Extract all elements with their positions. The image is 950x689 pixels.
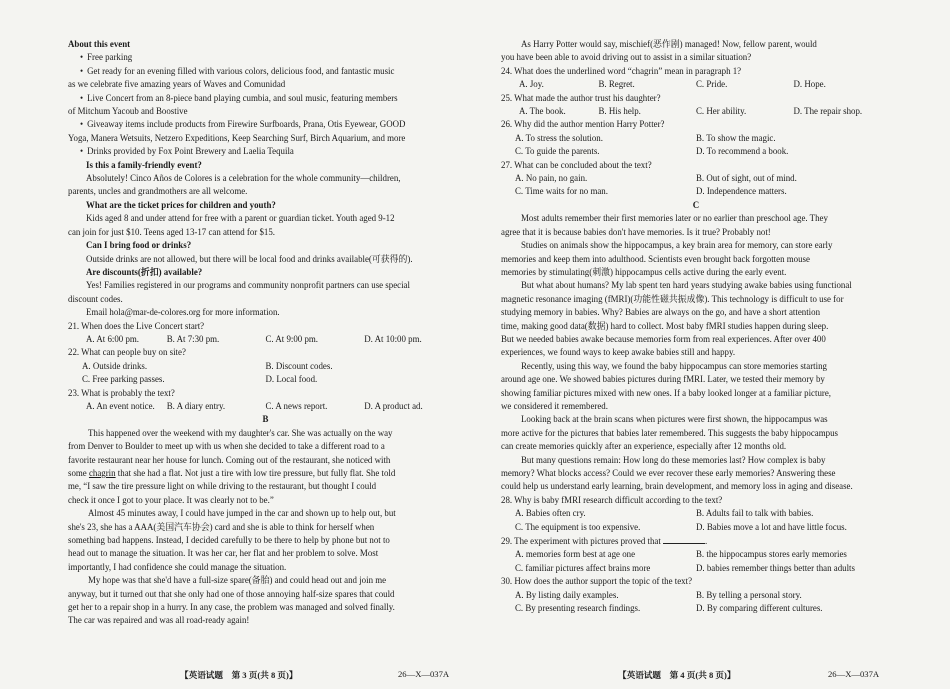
passage-line: The car was repaired and was all road-ready again!	[68, 615, 250, 626]
options-row	[68, 400, 463, 413]
passage-line: check it once I got to your place. It was clearly not to be.”	[68, 494, 274, 505]
option: A. Joy.	[519, 79, 544, 90]
ticket-heading: What are the ticket prices for children and youth?	[86, 199, 276, 210]
option: A. The book.	[519, 106, 566, 117]
discount-heading: Are discounts(折扣) available?	[86, 266, 203, 277]
passage-line: memories and keep them into adulthood. Scientists even brought back forgotten mouse	[501, 253, 810, 264]
passage-line: Recently, using this way, we found the baby hippocampus can store memories starting	[521, 360, 827, 371]
bullet-continuation: as we celebrate five amazing years of Waves and Comunidad	[68, 79, 286, 90]
question-stem: 29. The experiment with pictures proved that .	[501, 536, 708, 547]
option: B. To show the magic.	[696, 132, 776, 143]
option: D. Babies move a lot and have little focus.	[696, 521, 847, 532]
discount-text: Yes! Families registered in our programs and community nonprofit partners can use special	[86, 280, 410, 291]
option: A. No pain, no gain.	[515, 173, 588, 184]
options-row	[501, 562, 891, 575]
bullet-item: • Live Concert from an 8-piece band playing cumbia, and soul music, featuring members	[68, 92, 463, 105]
options-row	[501, 172, 891, 185]
page-3	[68, 38, 463, 628]
passage-line: This happened over the weekend with my daughter's car. She was actually on the way	[88, 427, 393, 438]
options-row	[501, 132, 891, 145]
passage-line: favorite restaurant near her house for lunch. Coming out of the restaurant, she noticed with	[68, 454, 391, 465]
passage-line: you have been able to avoid driving out to assist in a similar situation?	[501, 52, 752, 63]
question-stem-text: 29. The experiment with pictures proved that	[501, 536, 661, 547]
passage-line: more active for the pictures that babies later remembered. This suggests the baby hippocampus	[501, 427, 838, 438]
option: B. His help.	[598, 106, 641, 117]
discount-text: discount codes.	[68, 293, 123, 304]
options-row	[501, 548, 891, 561]
passage-line: But what about humans? My lab spent ten hard years studying awake babies using functional	[521, 280, 852, 291]
option: A. memories form best at age one	[515, 549, 636, 560]
passage-line: get her to a repair shop in a hurry. In any case, the problem was managed and solved finally.	[68, 602, 395, 613]
passage-line: time, making good data(数据) hard to collect. Most baby fMRI studies happen during sleep.	[501, 320, 829, 331]
passage-line: could help us understand early learning, brain development, and memory loss in aging and disease.	[501, 481, 853, 492]
option: B. Adults fail to talk with babies.	[696, 508, 814, 519]
options-row	[501, 602, 891, 615]
options-row	[68, 333, 463, 346]
footer-code-left: 26—X—037A	[398, 669, 450, 679]
bullet-item: • Drinks provided by Fox Point Brewery and Laelia Tequila	[68, 145, 463, 158]
footer-page-4: 【英语试题 第 4 页(共 8 页)】	[618, 670, 736, 680]
passage-line: Studies on animals show the hippocampus, a key brain area for memory, can store early	[521, 240, 833, 251]
passage-line: Almost 45 minutes away, I could have jumped in the car and shown up to help out, but	[88, 508, 396, 519]
about-heading: About this event	[68, 39, 131, 49]
option: D. A product ad.	[364, 400, 423, 411]
passage-line: head out to manage the situation. It was her car, her flat and her problem to solve. Most	[68, 548, 379, 559]
options-row	[501, 145, 891, 158]
question-stem: 23. What is probably the text?	[68, 387, 175, 398]
passage-line: memories by stimulating(刺激) hippocampus cells active during the early event.	[501, 266, 787, 277]
ticket-text: can join for just $10. Teens aged 13-17 can attend for $15.	[68, 226, 275, 237]
passage-line: Looking back at the brain scans when pictures were first shown, the hippocampus was	[521, 414, 828, 425]
option: B. Out of sight, out of mind.	[696, 173, 797, 184]
options-row	[501, 521, 891, 534]
options-row	[501, 105, 891, 118]
family-heading: Is this a family-friendly event?	[86, 159, 202, 170]
ticket-text: Kids aged 8 and under attend for free with a parent or guardian ticket. Youth aged 9-12	[86, 213, 395, 224]
option: C. At 9:00 pm.	[265, 333, 319, 344]
option: C. Her ability.	[696, 106, 747, 117]
passage-line: My hope was that she'd have a full-size spare(备胎) and could head out and join me	[88, 575, 387, 586]
email-text: Email hola@mar-de-colores.org for more information.	[86, 307, 280, 318]
options-row	[68, 360, 463, 373]
passage-line: Most adults remember their first memories later or no earlier than preschool age. They	[521, 213, 828, 224]
question-stem: 30. How does the author support the topic of the text?	[501, 576, 693, 587]
section-heading-c: C	[692, 199, 700, 210]
option: C. Time waits for no man.	[515, 186, 608, 197]
answer-blank	[663, 534, 705, 544]
question-stem: 24. What does the underlined word “chagrin” mean in paragraph 1?	[501, 65, 742, 76]
food-text: Outside drinks are not allowed, but there will be local food and drinks available(可获得的).	[86, 253, 413, 264]
option: A. By listing daily examples.	[515, 589, 619, 600]
option: C. Free parking passes.	[82, 374, 165, 385]
option: D. babies remember things better than adults	[696, 562, 855, 573]
option: C. To guide the parents.	[515, 146, 600, 157]
passage-line: But many questions remain: How long do these memories last? How complex is baby	[521, 454, 826, 465]
passage-line: can create memories quickly after an experience, especially after 12 months old.	[501, 441, 787, 452]
option: D. Hope.	[793, 79, 826, 90]
option: A. At 6:00 pm.	[86, 333, 140, 344]
footer-code-right: 26—X—037A	[828, 669, 880, 679]
passage-line: something bad happens. Instead, I decided carefully to be there to help by phone but not to	[68, 535, 390, 546]
option: C. A news report.	[265, 400, 328, 411]
section-heading-b: B	[262, 414, 269, 425]
bullet-item: • Get ready for an evening filled with various colors, delicious food, and fantastic music	[68, 65, 463, 78]
passage-line: experiences, we found ways to keep awake babies still and happy.	[501, 347, 736, 358]
options-row	[501, 589, 891, 602]
passage-line: anyway, but it turned out that she only had one of those annoying half-size spares that could	[68, 588, 395, 599]
option: C. The equipment is too expensive.	[515, 521, 641, 532]
options-row	[501, 507, 891, 520]
passage-line: studying memory in babies. Why? Babies are always on the go, and have a short attention	[501, 307, 821, 318]
option: B. Regret.	[598, 79, 635, 90]
question-stem: 26. Why did the author mention Harry Potter?	[501, 119, 665, 130]
passage-line: magnetic resonance imaging (fMRI)(功能性磁共振成像). This technology is difficult to use for	[501, 293, 844, 304]
option: D. By comparing different cultures.	[696, 603, 823, 614]
option: A. Outside drinks.	[82, 360, 148, 371]
option: B. the hippocampus stores early memories	[696, 549, 847, 560]
passage-line: agree that it is because babies don't have memories. Is it true? Probably not!	[501, 226, 771, 237]
passage-line: she's 23, she has a AAA(美国汽车协会) card and she is able to think for herself when	[68, 521, 375, 532]
option: A. An event notice.	[86, 400, 155, 411]
page-4	[501, 38, 891, 615]
underlined-word-chagrin: chagrin	[88, 468, 116, 478]
family-text: parents, uncles and grandmothers are all welcome.	[68, 186, 248, 197]
passage-line	[68, 467, 463, 480]
family-text: Absolutely! Cinco Años de Colores is a celebration for the whole community—children,	[86, 173, 401, 184]
option: B. Discount codes.	[265, 360, 333, 371]
options-row	[68, 373, 463, 386]
passage-prefix: some	[68, 468, 87, 478]
option: C. familiar pictures affect brains more	[515, 562, 651, 573]
option: D. Independence matters.	[696, 186, 787, 197]
bullet-continuation: Yoga, Manera Wetsuits, Netzero Expeditions, Keep Searching Surf, Birch Aquarium, and more	[68, 132, 406, 143]
options-row	[501, 185, 891, 198]
option: D. At 10:00 pm.	[364, 333, 422, 344]
footer-page-3: 【英语试题 第 3 页(共 8 页)】	[180, 670, 298, 680]
options-row	[501, 78, 891, 91]
passage-suffix: that she had a flat. Not just a tire with low tire pressure, but fully flat. She told	[117, 468, 396, 478]
passage-line: showing familiar pictures mixed with new ones. If a baby looked longer at a familiar picture,	[501, 387, 832, 398]
option: B. At 7:30 pm.	[166, 333, 220, 344]
bullet-item: • Free parking	[68, 51, 463, 64]
bullet-item: • Giveaway items include products from Firewire Surfboards, Prana, Otis Eyewear, GOOD	[68, 118, 463, 131]
option: A. Babies often cry.	[515, 508, 586, 519]
passage-line: As Harry Potter would say, mischief(恶作剧) managed! Now, fellow parent, would	[521, 39, 817, 49]
option: B. By telling a personal story.	[696, 589, 802, 600]
question-stem: 22. What can people buy on site?	[68, 347, 186, 358]
passage-line: importantly, I had confidence she could manage the situation.	[68, 561, 287, 572]
question-stem: 28. Why is baby fMRI research difficult according to the text?	[501, 494, 723, 505]
passage-line: around age one. We showed babies pictures during fMRI. Later, we tested their memory by	[501, 374, 825, 385]
passage-line: memory? What blocks access? Could we ever recover these early memories? Answering these	[501, 468, 836, 478]
option: D. The repair shop.	[793, 106, 863, 117]
option: A. To stress the solution.	[515, 132, 603, 143]
option: D. To recommend a book.	[696, 146, 789, 157]
food-heading: Can I bring food or drinks?	[86, 240, 192, 251]
passage-line: me, “I saw the tire pressure light on while driving to the restaurant, but thought I could	[68, 481, 377, 492]
option: D. Local food.	[265, 374, 318, 385]
question-stem: 27. What can be concluded about the text?	[501, 159, 652, 170]
question-stem: 25. What made the author trust his daughter?	[501, 92, 661, 103]
question-stem: 21. When does the Live Concert start?	[68, 320, 205, 331]
bullet-continuation: of Mitchum Yacoub and Boostive	[68, 106, 188, 117]
option: B. A diary entry.	[166, 400, 226, 411]
option: C. Pride.	[696, 79, 728, 90]
passage-line: But we needed babies awake because memories form from real experiences. After over 400	[501, 333, 826, 344]
option: C. By presenting research findings.	[515, 603, 641, 614]
passage-line: we considered it remembered.	[501, 400, 608, 411]
passage-line: from Denver to Boulder to meet up with us when she decided to take a different road to a	[68, 441, 385, 452]
